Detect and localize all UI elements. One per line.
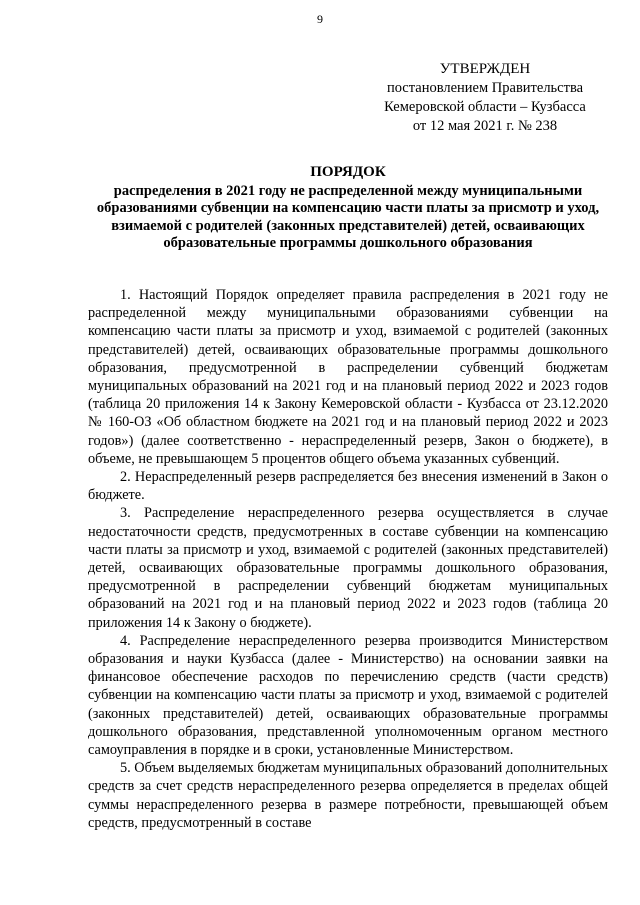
approval-line-3: от 12 мая 2021 г. № 238 (412, 118, 558, 134)
paragraph-4: 4. Распределение нераспределенного резерва производится Министерством образования и науки Кузбасса (далее - Министерство) на основании заявки на финансовое обеспечение расходов по перечислению средств (части средств) субвенции на компенсацию части платы за присмотр и уход, взимаемой с родителей (законных представителей) детей, осваивающих образовательные программы дошкольного образования, представленной уполномоченным органом местного самоуправления в порядке и в сроки, установленные Министерством. (88, 632, 608, 759)
title-main: ПОРЯДОК (310, 164, 386, 180)
approval-stamp (370, 60, 600, 136)
paragraph-5: 5. Объем выделяемых бюджетам муниципальных образований дополнительных средств за счет средств нераспределенного резерва определяется в пределах общей суммы нераспределенного резерва в размере потребности, превышающей объем средств, предусмотренный в составе (88, 760, 608, 831)
paragraph-1: 1. Настоящий Порядок определяет правила распределения в 2021 году не распределенной между муниципальными образованиями субвенции на компенсацию части платы за присмотр и уход, взимаемой с родителей (законных представителей) детей, осваивающих образовательные программы дошкольного образования, предусмотренной в распределении субвенций бюджетам муниципальных образований на 2021 год и на плановый период 2022 и 2023 годов (таблица 20 приложения 14 к Закону Кемеровской области - Кузбасса от 23.12.2020 № 160-ОЗ «Об областном бюджете на 2021 год и на плановый период 2022 и 2023 годов») (далее соответственно - нераспределенный резерв, Закон о бюджете), в объеме, не превышающем 5 процентов общего объема указанных субвенций. (88, 287, 608, 467)
document-body (88, 286, 608, 832)
title-subtitle: распределения в 2021 году не распределенной между муниципальными образованиями субвенции на компенсацию части платы за присмотр и уход, взимаемой с родителей (законных представителей) детей, осваивающих образовательные программы дошкольного образования (96, 182, 600, 251)
approval-line-2: Кемеровской области – Кузбасса (384, 99, 586, 115)
approval-line-1: постановлением Правительства (386, 80, 584, 96)
page-number: 9 (317, 12, 323, 26)
paragraph-3: 3. Распределение нераспределенного резерва осуществляется в случае недостаточности средств, предусмотренных в составе субвенции на компенсацию части платы за присмотр и уход, взимаемой с родителей (законных представителей) детей, осваивающих образовательные программы дошкольного образования, предусмотренной в распределении субвенций бюджетам муниципальных образований на 2021 год и на плановый период 2022 и 2023 годов (таблица 20 приложения 14 к Закону о бюджете). (88, 505, 608, 631)
document-title (88, 164, 608, 253)
paragraph-2: 2. Нераспределенный резерв распределяется без внесения изменений в Закон о бюджете. (88, 469, 608, 504)
approval-heading: УТВЕРЖДЕН (439, 61, 531, 77)
